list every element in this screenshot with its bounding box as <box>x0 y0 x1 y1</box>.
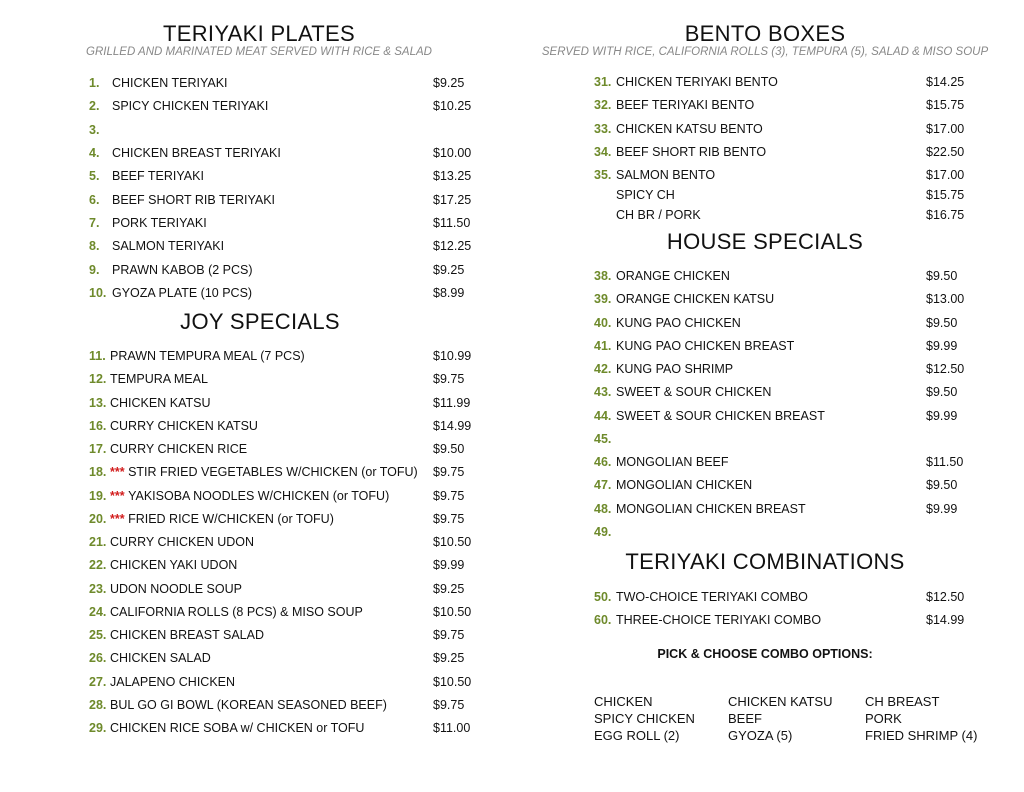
item-price: $9.75 <box>433 511 465 526</box>
item-name-text: BEEF SHORT RIB TERIYAKI <box>112 192 276 207</box>
menu-item <box>89 696 489 714</box>
menu-item <box>594 186 994 204</box>
menu-item <box>89 191 489 209</box>
item-number: 46. <box>594 455 612 469</box>
menu-item <box>594 290 994 308</box>
combo-option: CHICKEN <box>594 694 653 709</box>
item-name-text: THREE-CHOICE TERIYAKI COMBO <box>616 613 822 628</box>
item-price: $9.25 <box>433 76 465 90</box>
item-name <box>110 649 211 667</box>
item-name <box>110 463 418 481</box>
item-number: 12. <box>89 372 107 387</box>
item-price: $15.75 <box>926 98 965 113</box>
item-name-text: MONGOLIAN CHICKEN <box>616 478 753 493</box>
item-name-text: SPICY CH <box>616 188 675 202</box>
item-price: $9.99 <box>433 558 465 573</box>
item-number: 29. <box>89 721 107 735</box>
item-number: 43. <box>594 385 612 400</box>
item-price: $17.25 <box>433 192 472 207</box>
item-name-text: KUNG PAO CHICKEN BREAST <box>616 338 795 353</box>
item-name <box>616 73 778 91</box>
item-name <box>616 120 763 138</box>
item-price: $14.25 <box>926 75 965 89</box>
item-price: $13.00 <box>926 292 965 307</box>
item-number: 19. <box>89 488 107 503</box>
item-name <box>110 533 254 551</box>
teriyaki-plates-subtitle: GRILLED AND MARINATED MEAT SERVED WITH RICE & SALAD <box>86 46 432 58</box>
item-price: $9.50 <box>926 478 958 493</box>
item-number: 40. <box>594 315 612 330</box>
item-name-text: CHICKEN TERIYAKI BENTO <box>616 75 778 89</box>
item-name-text: BEEF SHORT RIB BENTO <box>616 144 767 159</box>
menu-item <box>594 476 994 494</box>
menu-item <box>89 463 489 481</box>
menu-item <box>594 611 994 629</box>
item-number: 25. <box>89 628 107 642</box>
menu-item <box>89 261 489 279</box>
item-name <box>616 500 806 518</box>
item-number: 39. <box>594 292 612 307</box>
combo-option: SPICY CHICKEN <box>594 711 695 726</box>
item-name-text: KUNG PAO CHICKEN <box>616 315 741 330</box>
item-number: 16. <box>89 418 107 433</box>
menu-item <box>89 97 489 115</box>
item-name-text: CURRY CHICKEN UDON <box>110 535 255 549</box>
item-price: $9.25 <box>433 262 465 277</box>
item-name <box>112 74 228 92</box>
menu-item <box>594 206 994 224</box>
item-number: 8. <box>89 239 100 254</box>
spicy-marker: *** <box>110 511 129 526</box>
item-number: 20. <box>89 511 107 526</box>
item-price: $9.75 <box>433 697 465 712</box>
menu-item <box>594 453 994 471</box>
item-price: $14.99 <box>926 613 965 628</box>
menu-item <box>89 284 489 302</box>
item-name-text: CHICKEN BREAST TERIYAKI <box>112 146 281 161</box>
item-name <box>110 673 235 691</box>
item-name-text: CHICKEN KATSU BENTO <box>616 121 763 136</box>
item-price: $9.75 <box>433 488 465 503</box>
item-name-text: TEMPURA MEAL <box>110 372 208 387</box>
item-name-text: CURRY CHICKEN RICE <box>110 442 248 456</box>
item-number: 38. <box>594 269 612 283</box>
menu-item <box>594 407 994 425</box>
menu-item <box>89 214 489 232</box>
item-price: $15.75 <box>926 188 965 202</box>
item-name <box>110 580 242 598</box>
item-name <box>616 588 808 606</box>
item-name-text: TWO-CHOICE TERIYAKI COMBO <box>616 590 808 604</box>
item-name <box>616 611 821 629</box>
item-price: $9.50 <box>926 385 958 400</box>
item-number: 41. <box>594 338 612 353</box>
item-price: $9.50 <box>926 315 958 330</box>
item-name-text: CH BR / PORK <box>616 208 701 222</box>
item-name-text: FRIED RICE W/CHICKEN (or TOFU) <box>128 511 334 526</box>
item-price: $9.50 <box>433 442 465 456</box>
menu-item <box>89 74 489 92</box>
teriyaki-combinations-title: TERIYAKI COMBINATIONS <box>625 549 905 574</box>
item-price: $14.99 <box>433 418 472 433</box>
menu-item <box>89 626 489 644</box>
item-number: 21. <box>89 535 107 549</box>
combo-option: BEEF <box>728 711 762 726</box>
item-price: $10.50 <box>433 674 472 689</box>
item-name-text: KUNG PAO SHRIMP <box>616 362 734 376</box>
menu-item <box>594 500 994 518</box>
menu-item <box>89 533 489 551</box>
item-price: $10.50 <box>433 604 472 619</box>
item-name <box>110 556 237 574</box>
item-number: 13. <box>89 395 107 410</box>
item-name-text: GYOZA PLATE (10 PCS) <box>112 286 253 301</box>
item-name <box>616 166 715 184</box>
menu-item <box>89 237 489 255</box>
item-name-text: SWEET & SOUR CHICKEN <box>616 385 772 400</box>
item-name <box>110 696 387 714</box>
item-name-text: PORK TERIYAKI <box>112 216 207 231</box>
item-price: $9.75 <box>433 372 465 387</box>
item-number: 48. <box>594 501 612 516</box>
combo-options-heading: PICK & CHOOSE COMBO OPTIONS: <box>657 647 873 661</box>
menu-item <box>89 144 489 162</box>
item-price: $9.99 <box>926 408 958 423</box>
item-name <box>110 347 305 365</box>
item-name-text: BEEF TERIYAKI <box>112 169 204 184</box>
menu-item <box>89 719 489 737</box>
house-specials-title: HOUSE SPECIALS <box>666 229 864 254</box>
item-price: $10.99 <box>433 349 472 363</box>
combo-option: PORK <box>865 711 902 726</box>
menu-item <box>89 556 489 574</box>
menu-item <box>594 120 994 138</box>
item-name <box>616 453 729 471</box>
item-name-text: SALMON BENTO <box>616 168 716 183</box>
item-price: $16.75 <box>926 208 965 222</box>
item-price: $9.25 <box>433 581 465 596</box>
item-name <box>112 167 204 185</box>
item-number: 10. <box>89 286 107 301</box>
item-number: 6. <box>89 192 100 207</box>
item-number: 33. <box>594 121 612 136</box>
menu-item <box>594 588 994 606</box>
item-price: $10.25 <box>433 99 472 114</box>
item-number: 1. <box>89 76 100 90</box>
item-name-text: CHICKEN RICE SOBA w/ CHICKEN or TOFU <box>110 721 365 735</box>
item-name <box>616 290 774 308</box>
menu-item <box>89 440 489 458</box>
bento-boxes-subtitle: SERVED WITH RICE, CALIFORNIA ROLLS (3), TEMPURA (5), SALAD & MISO SOUP <box>541 46 989 58</box>
spicy-marker: *** <box>110 465 129 480</box>
item-name <box>616 96 754 114</box>
item-name-text: MONGOLIAN CHICKEN BREAST <box>616 501 806 516</box>
item-number: 34. <box>594 144 612 159</box>
item-price: $10.00 <box>433 146 472 161</box>
item-price: $12.50 <box>926 590 965 604</box>
item-name <box>112 284 252 302</box>
item-name <box>110 417 258 435</box>
item-name <box>110 440 247 458</box>
item-number: 28. <box>89 697 107 712</box>
item-number: 31. <box>594 75 612 89</box>
item-price: $22.50 <box>926 144 965 159</box>
menu-item <box>89 673 489 691</box>
teriyaki-plates-title: TERIYAKI PLATES <box>163 21 355 46</box>
item-name-text: STIR FRIED VEGETABLES W/CHICKEN (or TOFU) <box>128 465 418 480</box>
menu-item <box>594 523 994 541</box>
item-price: $17.00 <box>926 168 965 183</box>
item-name-text: PRAWN TEMPURA MEAL (7 PCS) <box>110 349 305 363</box>
item-name <box>616 360 733 378</box>
item-number: 45. <box>594 431 612 446</box>
menu-item <box>89 370 489 388</box>
menu-item <box>89 580 489 598</box>
item-name <box>112 191 275 209</box>
menu-item <box>89 394 489 412</box>
item-number: 17. <box>89 442 107 456</box>
item-price: $9.75 <box>433 465 465 480</box>
item-name-text: CHICKEN KATSU <box>110 395 211 410</box>
item-price: $9.50 <box>926 269 958 283</box>
item-name <box>110 394 210 412</box>
item-name <box>112 214 207 232</box>
item-number: 60. <box>594 613 612 628</box>
item-name <box>110 626 264 644</box>
menu-item <box>594 360 994 378</box>
combo-option: GYOZA (5) <box>728 728 793 743</box>
item-name <box>110 510 334 528</box>
joy-specials-title: JOY SPECIALS <box>180 309 340 334</box>
item-price: $17.00 <box>926 121 965 136</box>
menu-item <box>89 417 489 435</box>
item-number: 49. <box>594 524 612 539</box>
menu-item <box>594 73 994 91</box>
item-number: 5. <box>89 169 100 184</box>
item-number: 42. <box>594 362 612 376</box>
item-number: 4. <box>89 146 100 161</box>
item-name-text: CURRY CHICKEN KATSU <box>110 418 258 433</box>
item-name-text: PRAWN KABOB (2 PCS) <box>112 262 253 277</box>
menu-item <box>594 337 994 355</box>
item-name-text: YAKISOBA NOODLES W/CHICKEN (or TOFU) <box>128 488 390 503</box>
item-number: 32. <box>594 98 612 113</box>
spicy-marker: *** <box>110 488 129 503</box>
item-name <box>112 237 224 255</box>
menu-item <box>89 510 489 528</box>
menu-item <box>89 121 489 139</box>
item-name <box>110 487 389 505</box>
item-price: $13.25 <box>433 169 472 184</box>
item-price: $11.99 <box>433 395 471 410</box>
item-name-text: BEEF TERIYAKI BENTO <box>616 98 755 113</box>
item-name-text: ORANGE CHICKEN <box>616 269 730 283</box>
item-name <box>110 370 208 388</box>
item-name <box>616 337 794 355</box>
item-name <box>616 143 766 161</box>
item-name <box>110 719 364 737</box>
item-name-text: SALMON TERIYAKI <box>112 239 225 254</box>
item-name <box>616 186 675 204</box>
item-number: 35. <box>594 168 612 183</box>
item-name <box>616 407 825 425</box>
item-number: 22. <box>89 558 107 573</box>
item-number: 26. <box>89 651 107 666</box>
item-price: $9.99 <box>926 338 958 353</box>
item-name <box>112 261 253 279</box>
combo-option: CHICKEN KATSU <box>728 694 833 709</box>
menu-item <box>594 96 994 114</box>
item-name <box>616 314 741 332</box>
combo-option: EGG ROLL (2) <box>594 728 680 743</box>
item-number: 27. <box>89 674 107 689</box>
menu-item <box>89 347 489 365</box>
item-number: 23. <box>89 581 107 596</box>
menu-item <box>89 603 489 621</box>
item-name-text: UDON NOODLE SOUP <box>110 581 242 596</box>
combo-option: FRIED SHRIMP (4) <box>865 728 978 743</box>
menu-item <box>594 383 994 401</box>
item-price: $9.99 <box>926 501 958 516</box>
item-number: 18. <box>89 465 107 480</box>
item-name-text: ORANGE CHICKEN KATSU <box>616 292 775 307</box>
item-name-text: CHICKEN YAKI UDON <box>110 558 238 573</box>
item-name-text: SWEET & SOUR CHICKEN BREAST <box>616 408 825 423</box>
item-name <box>112 97 268 115</box>
item-price: $12.25 <box>433 239 472 254</box>
item-price: $12.50 <box>926 362 965 376</box>
bento-boxes-title: BENTO BOXES <box>684 21 846 46</box>
item-name <box>616 476 752 494</box>
item-name <box>110 603 363 621</box>
item-name-text: CALIFORNIA ROLLS (8 PCS) & MISO SOUP <box>110 604 363 619</box>
item-name-text: CHICKEN TERIYAKI <box>112 76 228 90</box>
item-number: 2. <box>89 99 100 114</box>
item-price: $11.00 <box>433 721 471 735</box>
item-number: 44. <box>594 408 612 423</box>
menu-item <box>594 143 994 161</box>
item-name <box>616 206 701 224</box>
item-name-text: CHICKEN BREAST SALAD <box>110 628 264 642</box>
combo-option: CH BREAST <box>865 694 940 709</box>
item-number: 7. <box>89 216 100 231</box>
item-price: $9.25 <box>433 651 465 666</box>
menu-item <box>89 649 489 667</box>
item-name-text: BUL GO GI BOWL (KOREAN SEASONED BEEF) <box>110 697 387 712</box>
menu-item <box>594 267 994 285</box>
item-number: 50. <box>594 590 612 604</box>
item-name-text: JALAPENO CHICKEN <box>110 674 236 689</box>
item-number: 3. <box>89 122 100 137</box>
menu-item <box>594 166 994 184</box>
menu-item <box>89 487 489 505</box>
menu-item <box>594 314 994 332</box>
item-name <box>616 383 771 401</box>
menu-item <box>594 430 994 448</box>
menu-item <box>89 167 489 185</box>
item-price: $11.50 <box>433 216 471 231</box>
item-price: $10.50 <box>433 535 472 549</box>
item-price: $9.75 <box>433 628 465 642</box>
item-name-text: MONGOLIAN BEEF <box>616 455 729 469</box>
item-price: $8.99 <box>433 286 465 301</box>
item-number: 24. <box>89 604 107 619</box>
item-number: 47. <box>594 478 612 493</box>
item-name-text: SPICY CHICKEN TERIYAKI <box>112 99 269 114</box>
item-name <box>616 267 730 285</box>
item-number: 9. <box>89 262 100 277</box>
item-price: $11.50 <box>926 455 964 469</box>
item-name <box>112 144 281 162</box>
item-number: 11. <box>89 349 106 363</box>
item-name-text: CHICKEN SALAD <box>110 651 211 666</box>
